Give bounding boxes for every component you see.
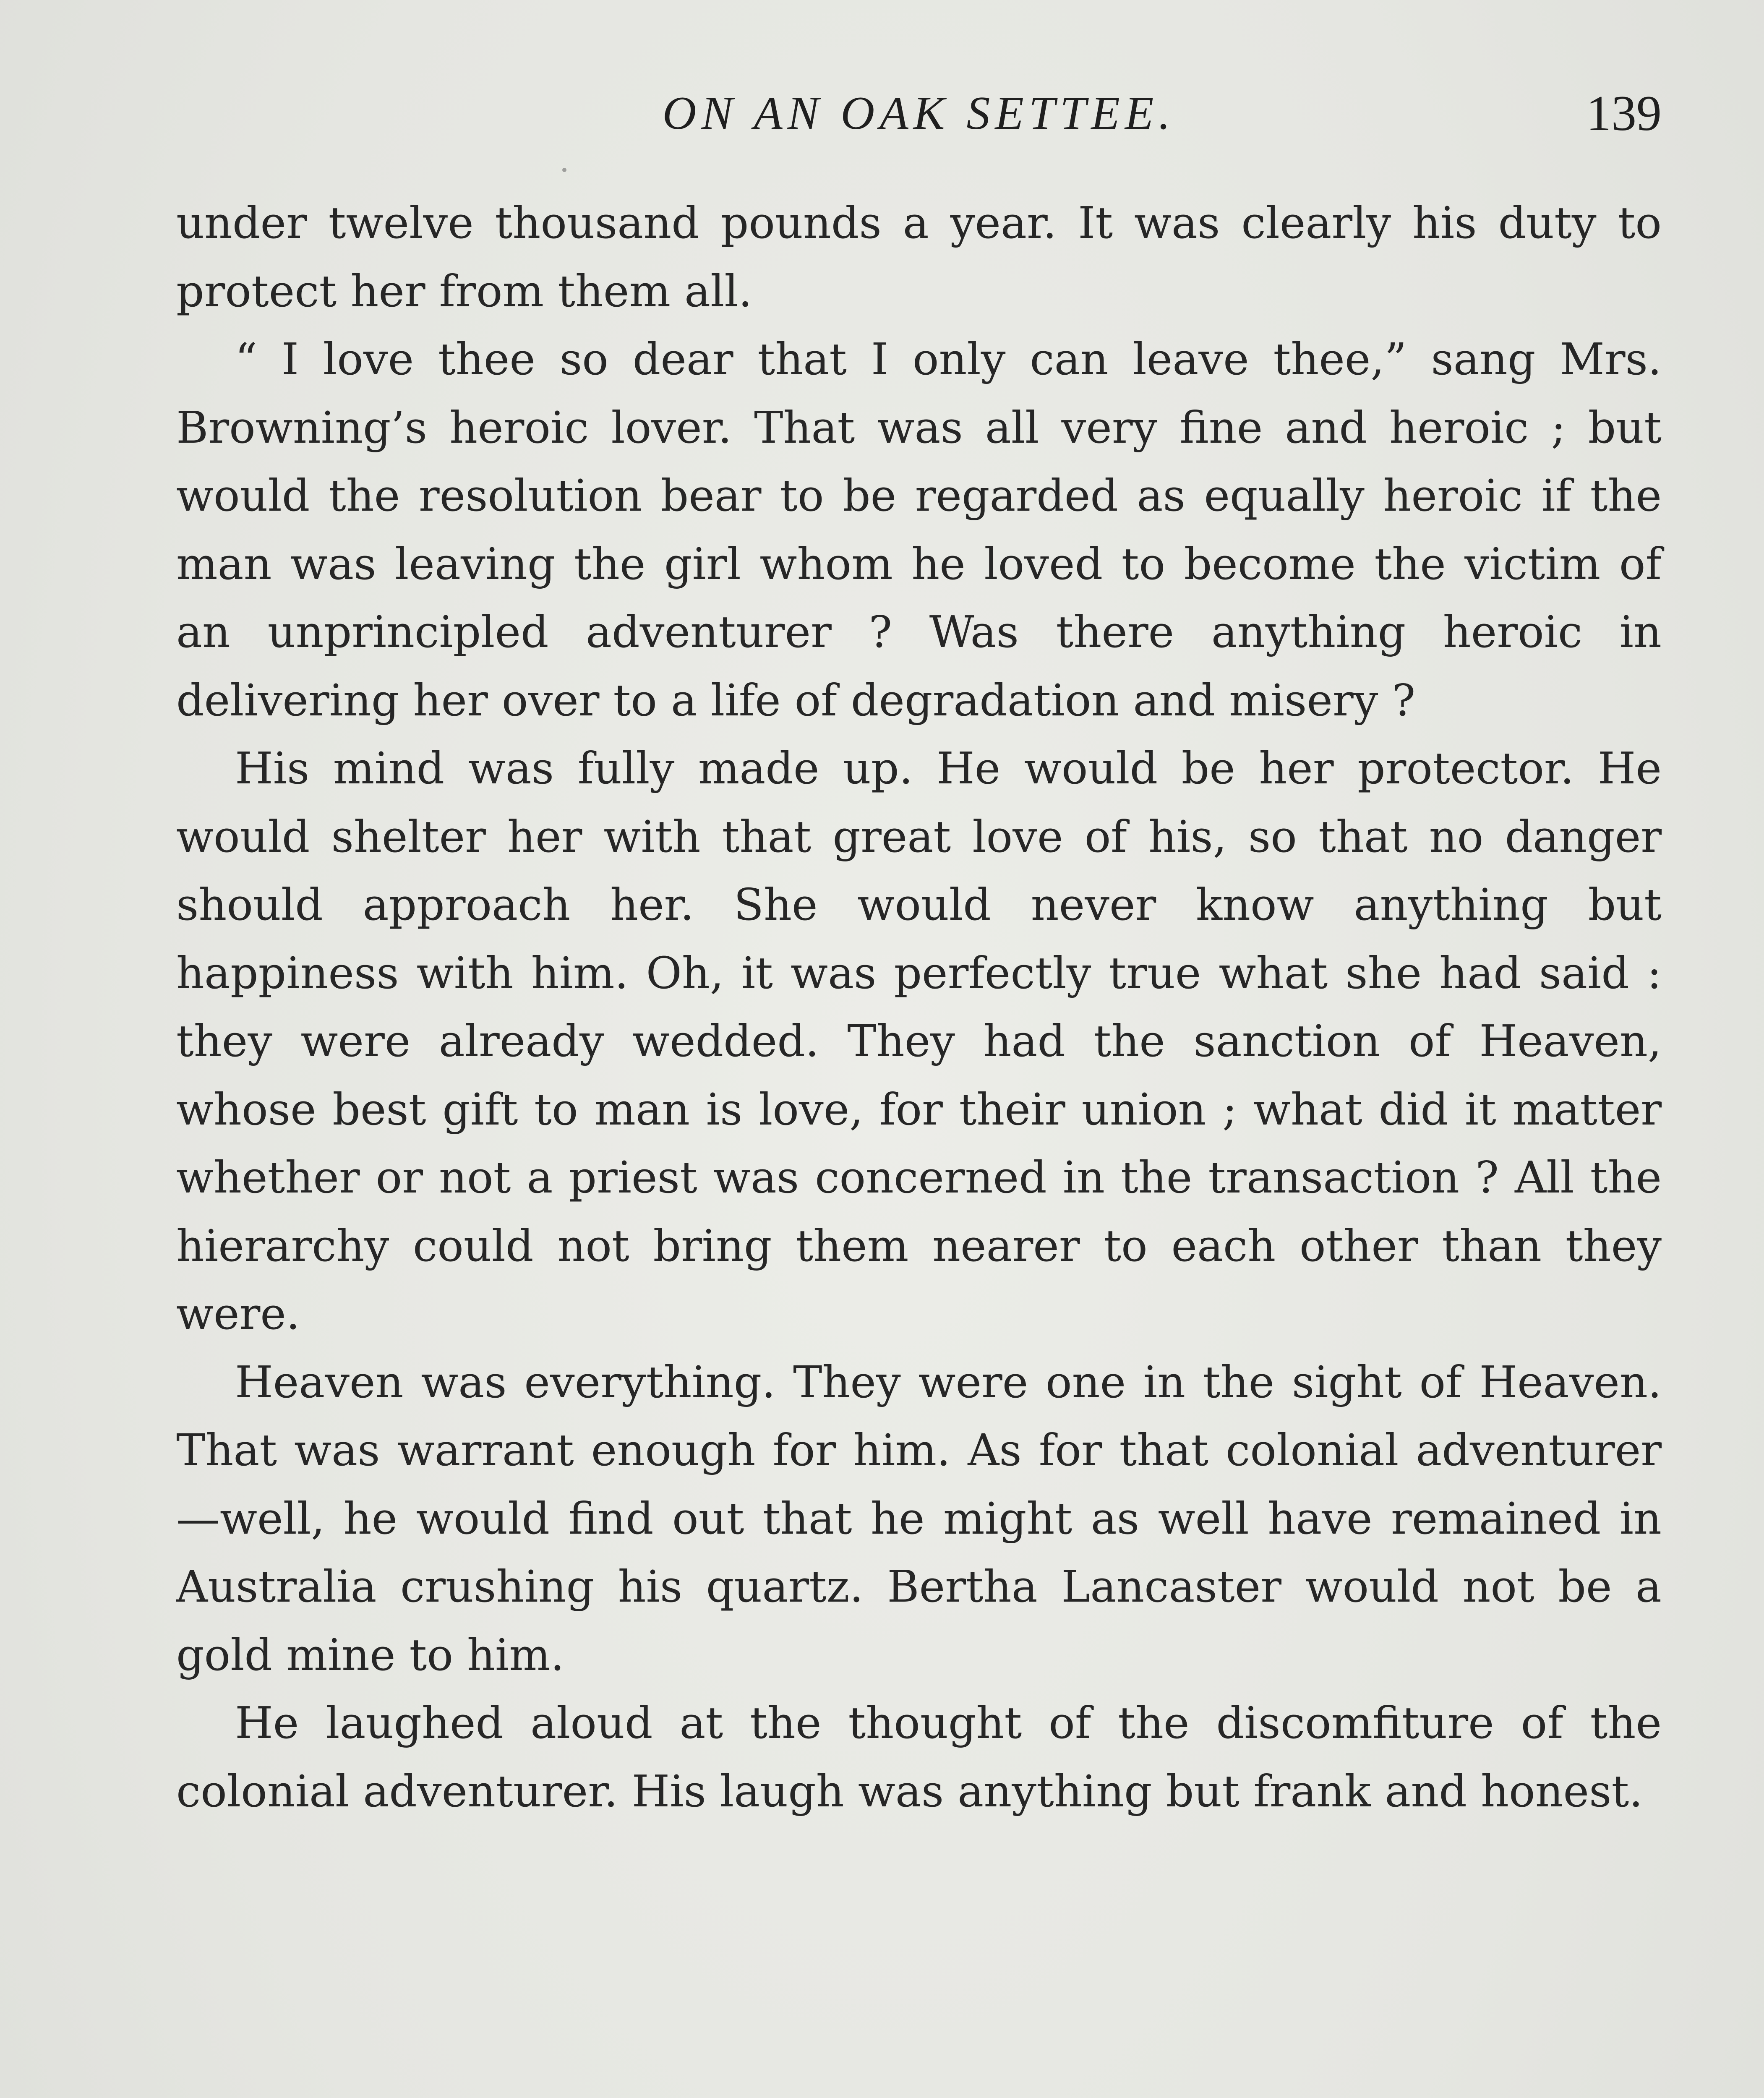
page-number: 139 — [1586, 85, 1662, 141]
paragraph-continued: under twelve thousand pounds a year. It was clearly his duty to protect her from them all. — [176, 197, 1662, 317]
paragraph: “ I love thee so dear that I only can leave thee,” sang Mrs. Browning’s heroic lover. That was all very fine and heroic ; but would the resolution bear to be regarded as equally heroic if the man was leaving the girl whom he loved to become the victim of an unprincipled adventurer ? Was there anything heroic in delivering her over to a life of degradation and misery ? — [176, 334, 1662, 726]
paragraph: His mind was fully made up. He would be her protector. He would shelter her with that great love of his, so that no danger should approach her. She would never know anything but happiness with him. Oh, it was perfectly true what she had said : they were already wedded. They had the sanction of Heaven, whose best gift to man is love, for their union ; what did it matter whether or not a priest was concerned in the transaction ? All the hierarchy could not bring them nearer to each other than they were. — [176, 743, 1662, 1339]
paragraph: Heaven was everything. They were one in the sight of Heaven. That was warrant enough for him. As for that colonial adventurer—well, he would find out that he might as well have remained in Australia crushing his quartz. Bertha Lancaster would not be a gold mine to him. — [176, 1356, 1662, 1680]
running-title: ON AN OAK SETTEE. — [662, 87, 1176, 139]
paragraph: He laughed aloud at the thought of the discomfiture of the colonial adventurer. His laugh was anything but frank and honest. — [176, 1697, 1662, 1817]
paper-speck — [562, 168, 566, 172]
body-text — [176, 189, 1662, 1825]
running-head — [176, 80, 1662, 147]
